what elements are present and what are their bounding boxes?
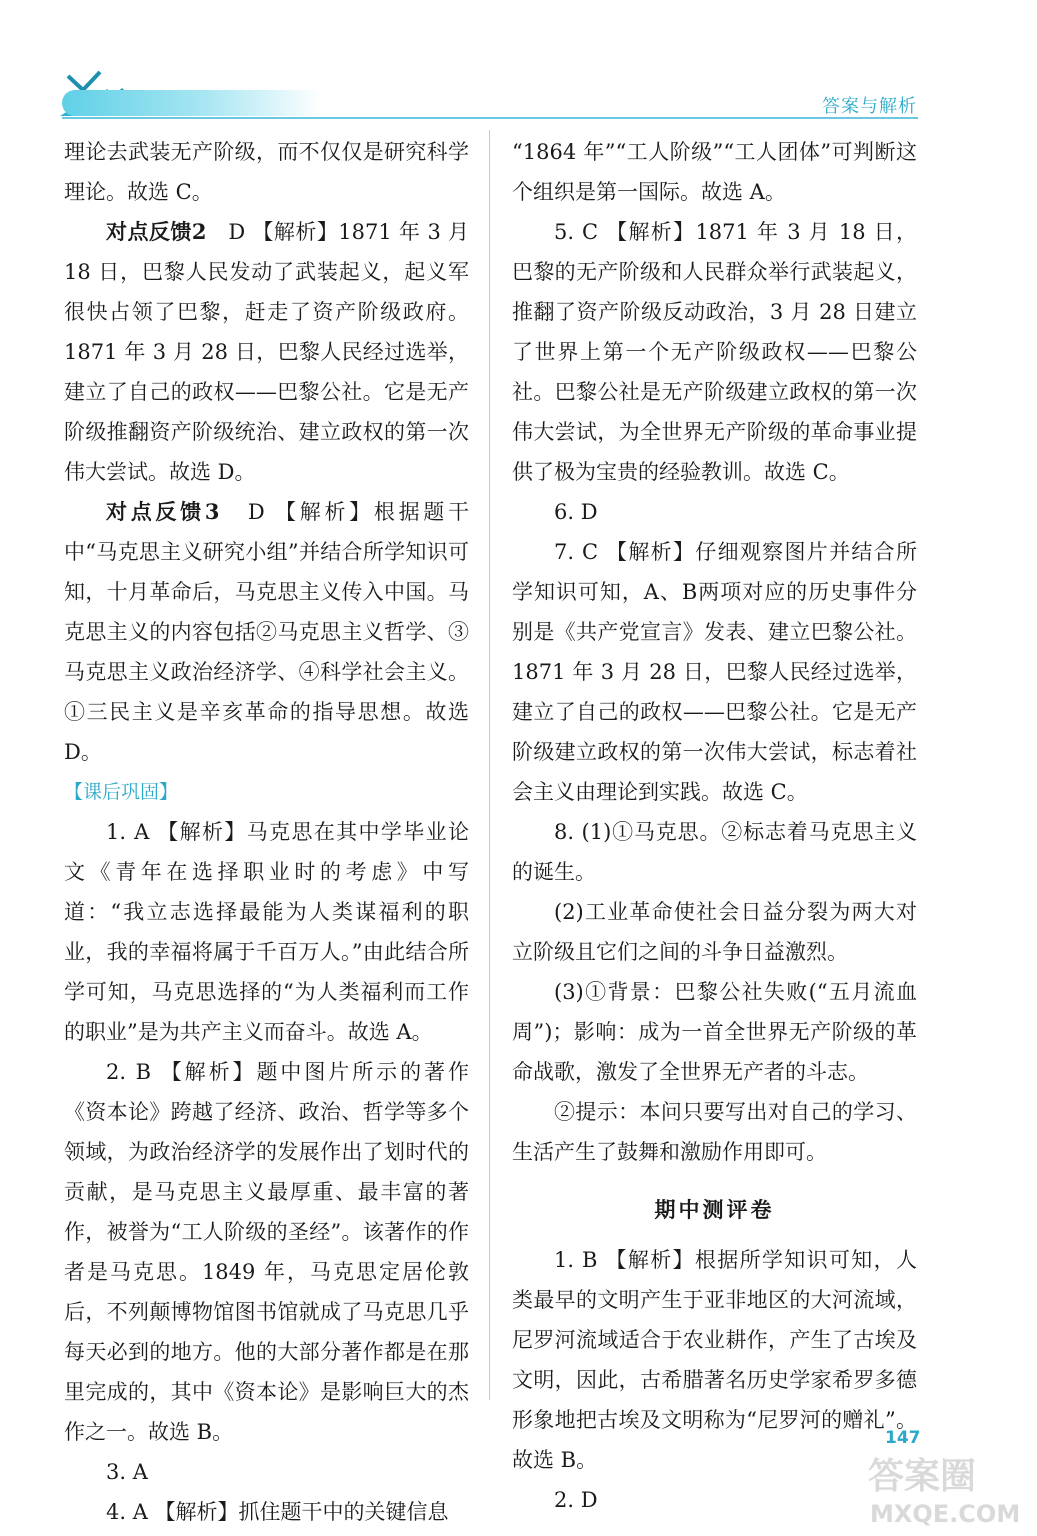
- answer-text: ②提示：本问只要写出对自己的学习、生活产生了鼓舞和激励作用即可。: [512, 1100, 917, 1164]
- answer-text: (3)①背景：巴黎公社失败(“五月流血周”)；影响：成为一首全世界无产阶级的革命战歌，激发了全世界无产者的斗志。: [512, 980, 917, 1084]
- answer-text: D 【解析】1871 年 3 月 18 日，巴黎人民发动了武装起义，起义军很快占领了巴黎，赶走了资产阶级政府。1871 年 3 月 28 日，巴黎人民经过选举，建立了自己的政权——巴黎公社。它是无产阶级推翻资产阶级统治、建立政权的第一次伟大尝试。故选 D。: [64, 220, 469, 484]
- answer-text: 6. D: [554, 500, 598, 524]
- answer-paragraph: [64, 1452, 469, 1492]
- answer-paragraph: [64, 132, 469, 212]
- answer-text: 1. A 【解析】马克思在其中学毕业论文《青年在选择职业时的考虑》中写道：“我立志选择最能为人类谋福利的职业，我的幸福将属于千百万人。”由此结合所学可知，马克思选择的“为人类福利而工作的职业”是为共产主义而奋斗。故选 A。: [64, 820, 469, 1044]
- answer-text: (2)工业革命使社会日益分裂为两大对立阶级且它们之间的斗争日益激烈。: [512, 900, 917, 964]
- section-heading: 【课后巩固】: [64, 781, 179, 803]
- page-header: [0, 0, 1037, 125]
- answer-text: 1. B 【解析】根据所学知识可知，人类最早的文明产生于亚非地区的大河流域，尼罗河流域适合于农业耕作，产生了古埃及文明，因此，古希腊著名历史学家希罗多德形象地把古埃及文明称为“尼罗河的赠礼”。故选 B。: [512, 1248, 917, 1472]
- answer-text: D 【解析】根据题干中“马克思主义研究小组”并结合所学知识可知，十月革命后，马克思主义传入中国。马克思主义的内容包括②马克思主义哲学、③马克思主义政治经济学、④科学社会主义。①三民主义是辛亥革命的指导思想。故选 D。: [64, 500, 469, 764]
- right-column: [512, 132, 917, 1520]
- answer-text: 2. D: [554, 1488, 598, 1512]
- feedback-label: 对点反馈2: [106, 219, 207, 244]
- answer-paragraph: [512, 1092, 917, 1172]
- left-column: [64, 132, 469, 1532]
- header-band: [62, 90, 322, 116]
- answer-paragraph: [512, 532, 917, 812]
- header-title: 答案与解析: [822, 96, 917, 117]
- answer-paragraph: [512, 972, 917, 1092]
- answer-paragraph: [512, 892, 917, 972]
- exam-title: 期中测评卷: [654, 1197, 775, 1222]
- answer-text: 3. A: [106, 1460, 148, 1484]
- answer-text: 7. C 【解析】仔细观察图片并结合所学知识可知，A、B两项对应的历史事件分别是《共产党宣言》发表、建立巴黎公社。1871 年 3 月 28 日，巴黎人民经过选举，建立了自己的政权——巴黎公社。它是无产阶级建立政权的第一次伟大尝试，标志着社会主义由理论到实践。故选 C。: [512, 540, 917, 804]
- answer-text: 2. B 【解析】题中图片所示的著作《资本论》跨越了经济、政治、哲学等多个领域，为政治经济学的发展作出了划时代的贡献，是马克思主义最厚重、最丰富的著作，被誉为“工人阶级的圣经”。该著作的作者是马克思。1849 年，马克思定居伦敦后，不列颠博物馆图书馆就成了马克思几乎每天必到的地方。他的大部分著作都是在那里完成的，其中《资本论》是影响巨大的杰作之一。故选 B。: [64, 1060, 469, 1444]
- answer-paragraph: [512, 212, 917, 492]
- answer-paragraph: [512, 1240, 917, 1480]
- page-number: 147: [885, 1428, 921, 1448]
- watermark-bottom: MXQE.COM: [870, 1500, 1021, 1528]
- answer-text: 5. C 【解析】1871 年 3 月 18 日，巴黎的无产阶级和人民群众举行武装起义，推翻了资产阶级反动政治，3 月 28 日建立了世界上第一个无产阶级政权——巴黎公社。巴黎公社是无产阶级建立政权的第一次伟大尝试，为全世界无产阶级的革命事业提供了极为宝贵的经验教训。故选 C。: [512, 220, 917, 484]
- header-rule: [62, 117, 918, 119]
- feedback-label: 对点反馈3: [106, 499, 220, 524]
- answer-text: “1864 年”“工人阶级”“工人团体”可判断这个组织是第一国际。故选 A。: [512, 140, 917, 204]
- answer-paragraph: [512, 1480, 917, 1520]
- answer-text: 4. A 【解析】抓住题干中的关键信息: [106, 1500, 449, 1524]
- answer-paragraph: [512, 812, 917, 892]
- column-divider: [489, 130, 490, 1400]
- answer-paragraph: [64, 492, 469, 772]
- answer-paragraph: [64, 1492, 469, 1532]
- answer-text: 理论去武装无产阶级，而不仅仅是研究科学理论。故选 C。: [64, 140, 469, 204]
- answer-text: 8. (1)①马克思。②标志着马克思主义的诞生。: [512, 820, 917, 884]
- answer-paragraph: [512, 492, 917, 532]
- answer-paragraph: [512, 132, 917, 212]
- answer-paragraph: [64, 812, 469, 1052]
- answer-paragraph: [64, 212, 469, 492]
- watermark-top: 答案圈: [868, 1456, 977, 1497]
- watermark-logo: [860, 1448, 1030, 1530]
- answer-paragraph: [64, 1052, 469, 1452]
